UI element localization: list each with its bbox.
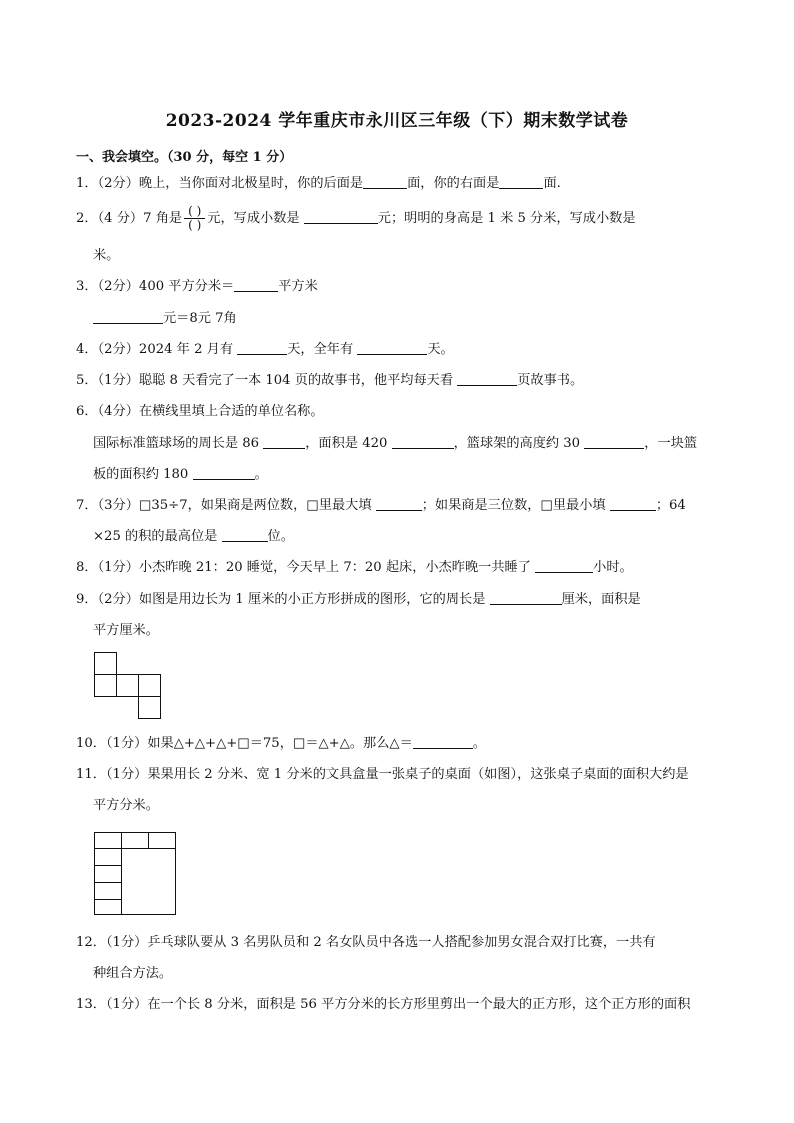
question-6-line3: 板的面积约 180 。 [93,467,268,482]
question-12-cont: 种组合方法。 [93,966,173,981]
answer-blank[interactable] [363,174,407,189]
question-7-cont: ×25 的积的最高位是 位。 [93,529,294,544]
pencil-box [94,832,122,849]
answer-blank[interactable] [93,309,163,324]
unit-square [94,652,117,675]
pencil-box [94,899,122,915]
question-5: 5．（1分）聪聪 8 天看完了一本 104 页的故事书，他平均每天看 页故事书。 [76,373,584,388]
unit-square [138,674,161,697]
answer-blank[interactable] [237,340,287,355]
answer-blank[interactable] [413,734,473,749]
question-13: 13．（1分）在一个长 8 分米，面积是 56 平方分米的长方形里剪出一个最大的正方形，这个正方形的面积 [76,997,691,1012]
answer-blank[interactable] [193,465,255,480]
section-heading: 一、我会填空。（30 分，每空 1 分） [76,150,293,165]
question-1: 1．（2分）晚上，当你面对北极星时，你的后面是 面，你的右面是 面. [76,176,561,191]
answer-blank[interactable] [357,340,427,355]
question-6-line2: 国际标准篮球场的周长是 86 ，面积是 420 ，篮球架的高度约 30 ，一块篮 [93,436,698,451]
question-9-cont: 平方厘米。 [93,623,159,638]
answer-blank[interactable] [499,174,543,189]
question-3: 3．（2分）400 平方分米＝ 平方米 [76,279,318,294]
pencil-box [94,865,122,883]
question-2-cont: 米。 [93,248,120,263]
pencil-box [121,832,149,849]
question-4: 4．（2分）2024 年 2 月有 天，全年有 天。 [76,342,454,357]
question-3-cont: 元＝8元 7角 [93,309,237,329]
question-6: 6．（4分）在横线里填上合适的单位名称。 [76,404,324,419]
question-7: 7．（3分）□35÷7，如果商是两位数，□里最大填 ；如果商是三位数，□里最小填 ；64 [76,498,686,513]
square-figure [94,652,162,720]
question-8: 8．（1分）小杰昨晚 21：20 睡觉，今天早上 7：20 起床，小杰昨晚一共睡了 小时。 [76,560,633,575]
question-11: 11．（1分）果果用长 2 分米、宽 1 分米的文具盒量一张桌子的桌面（如图），这张桌子桌面的面积大约是 [76,767,689,782]
pencil-box [94,848,122,866]
question-12: 12．（1分）乒乓球队要从 3 名男队员和 2 名女队员中各选一人搭配参加男女混合双打比赛，一共有 [76,935,656,950]
answer-blank[interactable] [535,558,593,573]
unit-square [94,674,117,697]
unit-square [116,674,139,697]
answer-blank[interactable] [610,496,656,511]
answer-blank[interactable] [376,496,422,511]
pencil-box [94,882,122,900]
page-title: 2023-2024 学年重庆市永川区三年级（下）期末数学试卷 [165,111,629,131]
fraction-blank[interactable]: $\frac{( )}{( )}$ [184,205,205,232]
answer-blank[interactable] [234,277,278,292]
answer-blank[interactable] [584,434,644,449]
answer-blank[interactable] [263,434,305,449]
question-11-cont: 平方分米。 [93,798,159,813]
answer-blank[interactable] [457,371,517,386]
desk-figure [94,832,176,915]
pencil-box [148,832,176,849]
answer-blank[interactable] [392,434,454,449]
unit-square [138,696,161,719]
answer-blank[interactable] [304,209,378,224]
question-2: 2．（4 分）7 角是 $\frac{( )}{( )}$ 元，写成小数是 元；明明的身高是 1 米 5 分米，写成小数是 [76,204,636,232]
answer-blank[interactable] [490,590,562,605]
question-10: 10．（1分）如果△+△+△+□＝75，□＝△+△。那么△＝ 。 [76,736,486,751]
question-9: 9．（2分）如图是用边长为 1 厘米的小正方形拼成的图形，它的周长是 厘米，面积是 [76,592,641,607]
answer-blank[interactable] [222,527,268,542]
